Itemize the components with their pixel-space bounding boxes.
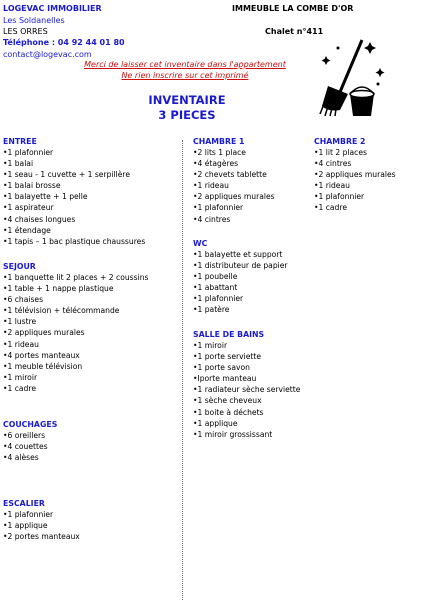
list-item: •4 cintres [193, 214, 231, 224]
list-item: •1 rideau [314, 181, 350, 191]
list-item: •6 oreillers [3, 431, 46, 440]
company-name: LOGEVAC IMMOBILIER [3, 4, 102, 13]
list-item: •1 patère [193, 305, 230, 315]
section-title: CHAMBRE 1 [193, 137, 245, 146]
list-item: •1 porte savon [193, 363, 250, 373]
address-line-1: Les Soldanelles [3, 16, 65, 25]
list-item: •1 plafonnier [3, 510, 54, 519]
document-subtitle: 3 PIECES [158, 108, 216, 122]
list-item: •1 tapis – 1 bac plastique chaussures [3, 236, 146, 246]
list-item: •1 sèche cheveux [193, 396, 262, 406]
section-escalier [3, 498, 80, 542]
list-item: •1 distributeur de papier [193, 261, 288, 271]
list-item: •1 seau - 1 cuvette + 1 serpillère [3, 170, 131, 180]
section-wc [193, 238, 288, 316]
section-title: ESCALIER [3, 499, 45, 508]
section-title: SALLE DE BAINS [193, 330, 265, 339]
section-chambre-1 [193, 136, 275, 225]
list-item: •2 appliques murales [314, 170, 396, 180]
list-item: •2 chevets tablette [193, 170, 267, 180]
list-item: •1 plafonnier [193, 294, 244, 304]
list-item: •1 abattant [193, 283, 238, 293]
list-item: •1 table + 1 nappe plastique [3, 284, 114, 294]
email-link[interactable]: contact@logevac.com [3, 50, 92, 59]
chalet-number: Chalet n°411 [265, 27, 324, 36]
list-item: •1 miroir [193, 341, 228, 350]
notice-line-2: Ne rien inscrire sur cet imprimé [121, 71, 249, 80]
list-item: •1 miroir [3, 372, 38, 382]
section-title: CHAMBRE 2 [314, 137, 366, 146]
address-line-2: LES ORRES [3, 27, 48, 36]
list-item: •1 cadre [314, 203, 348, 213]
list-item: •4 chaises longues [3, 214, 76, 224]
list-item: •6 chaises [3, 295, 44, 305]
list-item: •1 rideau [3, 339, 39, 349]
section-salle-de-bains [193, 329, 300, 440]
list-item: •1 balai brosse [3, 181, 61, 191]
column-divider [182, 140, 183, 600]
list-item: •4 étagères [193, 159, 239, 169]
list-item: •1 lustre [3, 317, 37, 327]
list-item: •1 balayette + 1 pelle [3, 192, 88, 202]
list-item: •Iporte manteau [193, 374, 257, 384]
list-item: •1 balai [3, 159, 34, 169]
list-item: •1 applique [3, 521, 48, 531]
list-item: •4 couettes [3, 442, 48, 452]
list-item: •4 cintres [314, 159, 352, 169]
section-couchages [3, 419, 57, 463]
list-item: •1 étendage [3, 225, 51, 235]
list-item: •2 portes manteaux [3, 532, 80, 542]
list-item: •1 plafonnier [193, 203, 244, 213]
list-item: •4 alèses [3, 453, 39, 463]
list-item: •1 banquette lit 2 places + 2 coussins [3, 273, 149, 282]
list-item: •4 portes manteaux [3, 350, 80, 360]
list-item: •1 lit 2 places [314, 148, 367, 157]
list-item: •1 télévision + télécommande [3, 306, 120, 316]
section-entree [3, 136, 145, 247]
section-chambre-2 [314, 136, 396, 214]
list-item: •1 rideau [193, 181, 229, 191]
document-title: INVENTAIRE [148, 93, 226, 107]
section-title: WC [193, 239, 208, 248]
list-item: •1 applique [193, 418, 238, 428]
cleaning-broom-bucket-icon [318, 36, 388, 118]
list-item: •1 radiateur sèche serviette [193, 385, 301, 395]
list-item: •2 appliques murales [193, 192, 275, 202]
list-item: •1 balayette et support [193, 250, 283, 259]
section-title: ENTREE [3, 137, 37, 146]
list-item: •1 porte serviette [193, 352, 262, 362]
phone-number: Téléphone : 04 92 44 01 80 [3, 38, 125, 47]
list-item: •1 miroir grossissant [193, 429, 273, 439]
section-title: SEJOUR [3, 262, 36, 271]
notice-line-1: Merci de laisser cet inventaire dans l'appartement [84, 60, 286, 69]
list-item: •1 plafonnier [314, 192, 365, 202]
list-item: •2 lits 1 place [193, 148, 246, 157]
list-item: •1 poubelle [193, 272, 238, 282]
list-item: •1 plafonnier [3, 148, 54, 157]
list-item: •1 meuble télévision [3, 361, 83, 371]
list-item: •1 aspirateur [3, 203, 54, 213]
list-item: •1 boite à déchets [193, 407, 264, 417]
list-item: •1 cadre [3, 383, 37, 393]
section-sejour [3, 261, 148, 394]
section-title: COUCHAGES [3, 420, 58, 429]
building-name: IMMEUBLE LA COMBE D'OR [232, 4, 354, 13]
list-item: •2 appliques murales [3, 328, 85, 338]
